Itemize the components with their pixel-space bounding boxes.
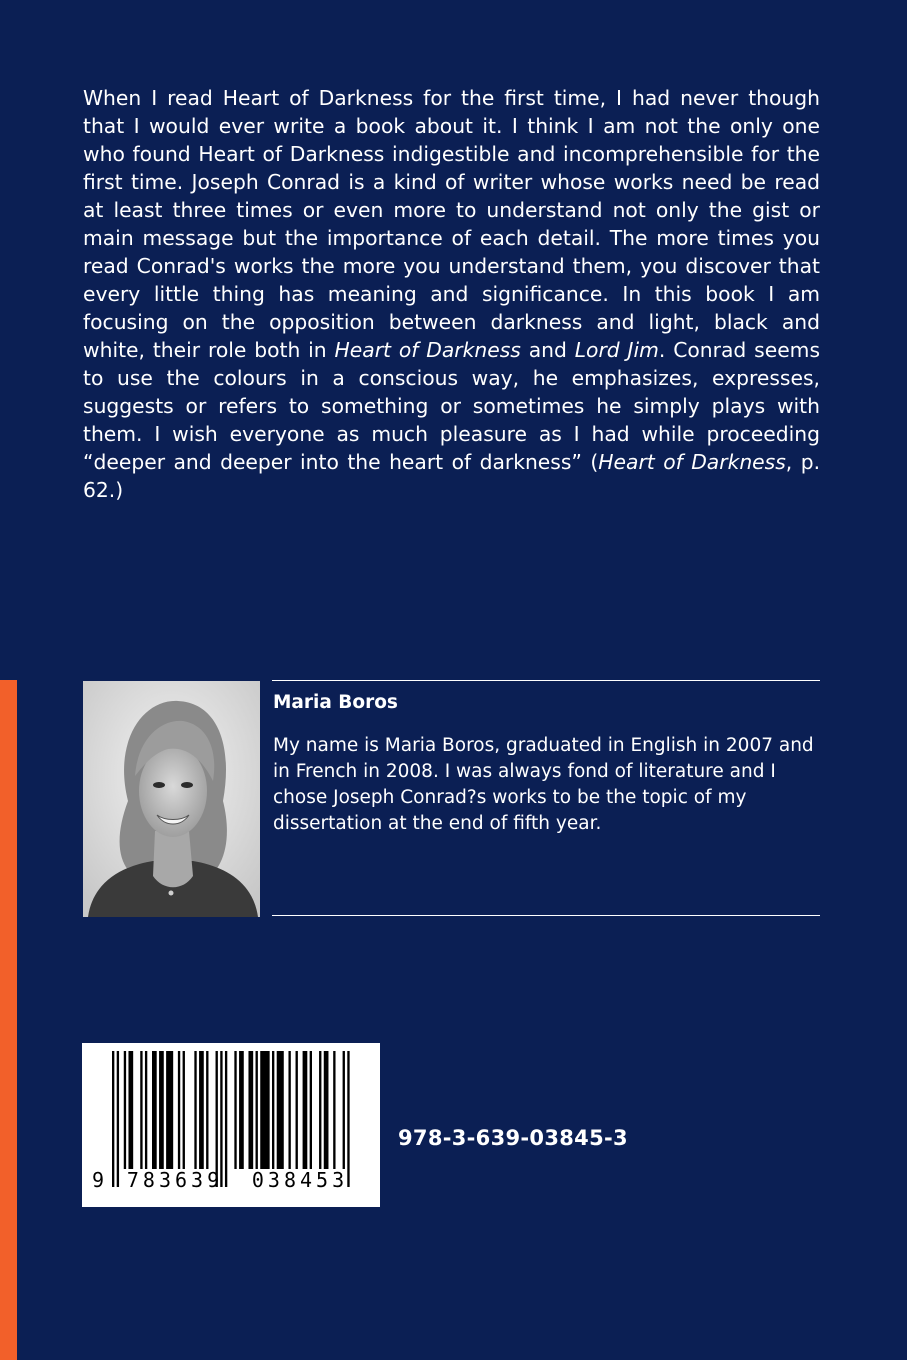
barcode-bar — [199, 1051, 204, 1169]
barcode-digit-lead: 9 — [91, 1168, 105, 1192]
barcode-bar — [128, 1051, 133, 1169]
description-title-1: Heart of Darkness — [334, 338, 521, 362]
orange-accent-strip — [0, 680, 17, 1360]
barcode-bar — [216, 1051, 218, 1187]
barcode-bar — [319, 1051, 321, 1169]
author-divider-bottom — [272, 915, 820, 916]
barcode-bar — [343, 1051, 345, 1169]
barcode-bar — [152, 1051, 157, 1169]
barcode-bar — [288, 1051, 290, 1169]
barcode-bar — [239, 1051, 244, 1169]
barcode-digits-left: 783639 — [126, 1168, 224, 1192]
author-bio: My name is Maria Boros, graduated in English in 2007 and in French in 2008. I was always fond of literature and I chose Joseph Conrad?s works to be the topic of my dissertation at the end of fifth year. — [273, 735, 814, 834]
barcode-bar — [333, 1051, 335, 1169]
barcode-bar — [220, 1051, 222, 1187]
barcode-bar — [117, 1051, 119, 1187]
barcode-bar — [303, 1051, 308, 1169]
barcode-bar — [178, 1051, 180, 1169]
description-title-3: Heart of Darkness — [598, 450, 786, 474]
barcode-bar — [248, 1051, 253, 1169]
barcode-bar — [124, 1051, 126, 1169]
barcode-bar — [206, 1051, 208, 1169]
barcode-bar — [277, 1051, 284, 1169]
author-name: Maria Boros — [273, 692, 398, 713]
barcode-bar — [272, 1051, 274, 1169]
description-text-2: and — [520, 338, 575, 362]
barcode-bar — [296, 1051, 298, 1169]
description-text-4: , p. 62.) — [83, 450, 821, 502]
barcode-bar — [194, 1051, 196, 1169]
description-text-3: . Conrad seems to use the colours in a conscious way, he emphasizes, expresses, suggests or refers to something or sometimes he simply plays with them. I wish everyone as much pleasure as I had while proceeding “deeper and deeper into the heart of darkness” ( — [83, 338, 821, 474]
barcode-bar — [225, 1051, 227, 1187]
author-photo — [83, 681, 260, 917]
author-portrait-image — [83, 681, 260, 917]
barcode-bar — [112, 1051, 114, 1187]
barcode-digits-right: 038453 — [251, 1168, 349, 1192]
barcode-bars — [82, 1043, 380, 1207]
barcode-bar — [140, 1051, 142, 1169]
barcode-bar — [183, 1051, 185, 1169]
barcode-bar — [347, 1051, 349, 1187]
barcode-bar — [310, 1051, 312, 1169]
barcode-bar — [234, 1051, 236, 1169]
barcode-bar — [256, 1051, 258, 1169]
book-description — [83, 84, 820, 504]
barcode-bar — [260, 1051, 269, 1169]
author-divider-top — [272, 680, 820, 681]
description-text-1: When I read Heart of Darkness for the first time, I had never though that I would ever write a book about it. I think I am not the only one who found Heart of Darkness indigestible and incomprehensible for the first time. Joseph Conrad is a kind of writer whose works need be read at least three times or even more to understand not only the gist or main message but the importance of each detail. The more times you read Conrad's works the more you understand them, you discover that every little thing has meaning and significance. In this book I am focusing on the opposition between darkness and light, black and white, their role both in — [83, 86, 820, 362]
isbn-number: 978-3-639-03845-3 — [398, 1126, 628, 1150]
isbn-barcode — [82, 1043, 380, 1207]
barcode-bar — [159, 1051, 164, 1169]
barcode-bar — [166, 1051, 173, 1169]
barcode-bar — [324, 1051, 329, 1169]
barcode-bar — [145, 1051, 147, 1169]
description-title-2: Lord Jim — [574, 338, 659, 362]
